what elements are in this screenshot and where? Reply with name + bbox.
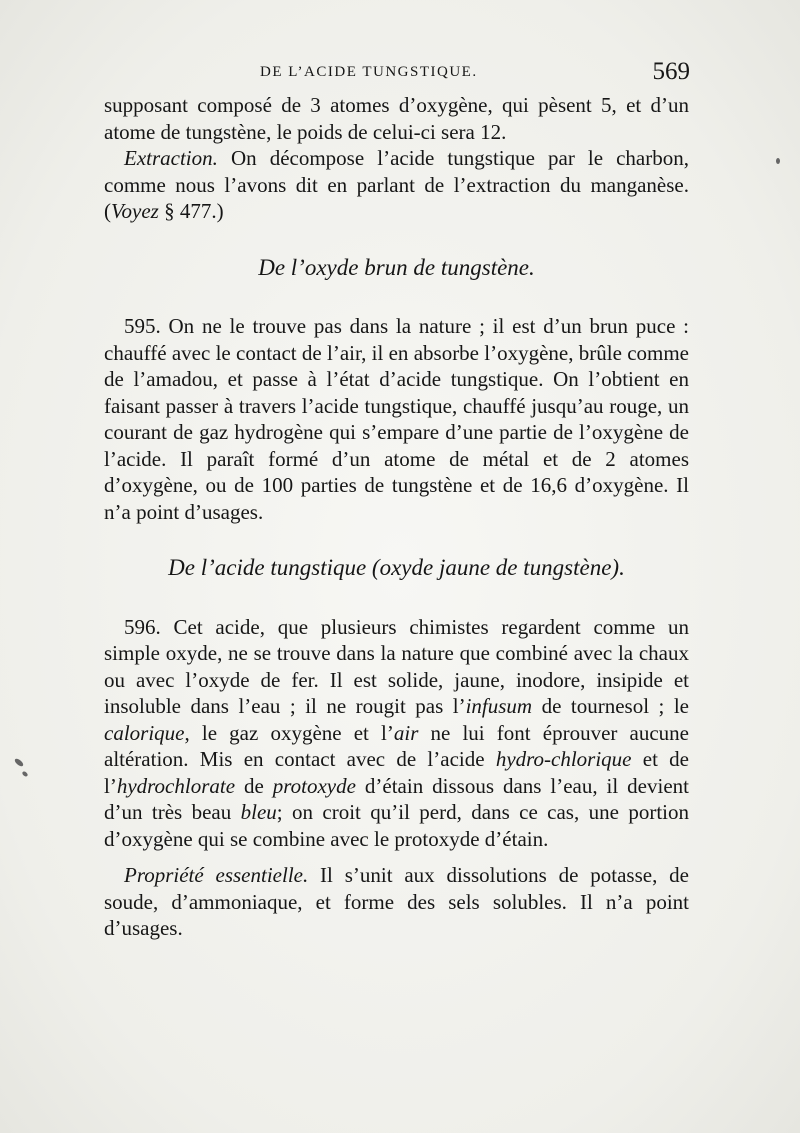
extraction-ref: § 477.): [158, 199, 224, 223]
heading-oxyde-brun: De l’oxyde brun de tungstène.: [258, 254, 535, 280]
p596-hydro-chlorique: hydro-chlorique: [495, 747, 632, 771]
p596-s5: et de l’: [104, 747, 689, 798]
p596-infusum: infusum: [465, 694, 533, 718]
p596-s2: de tournesol ; le: [532, 694, 689, 718]
p596-s7: d’étain dissous dans l’eau, il devient d’un très beau: [104, 773, 689, 824]
paragraph-596: [104, 614, 689, 853]
page-header: [110, 58, 690, 88]
paragraph-595: [104, 313, 689, 525]
extraction-paragraph: [104, 145, 689, 225]
paper-speck: [14, 757, 25, 767]
running-title: DE L’ACIDE TUNGSTIQUE.: [260, 64, 478, 80]
paper-speck: [21, 771, 28, 778]
extraction-see: Voyez: [111, 199, 159, 223]
p596-calorique: calorique: [104, 720, 185, 745]
propriete-paragraph: [104, 862, 689, 942]
p596-s4: ne lui font éprouver aucune altération. Mis en contact avec de l’acide: [104, 720, 689, 771]
p596-s1: 596. Cet acide, que plusieurs chimistes regardent comme un simple oxyde, ne se trouve dans la nature que combiné avec la chaux ou avec l’oxyde de fer. Il est solide, jaune, inodore, insipide et insoluble dans l’eau ; il ne rougit pas l’: [104, 614, 689, 718]
paper-speck: [776, 158, 780, 164]
paragraph-595-text: 595. On ne le trouve pas dans la nature ; il est d’un brun puce : chauffé avec le contact de l’air, il en absorbe l’oxygène, brûle comme de l’amadou, et passe à l’état d’acide tungstique. On l’obtient en faisant passer à travers l’acide tungstique, chauffé jusqu’au rouge, un courant de gaz hydrogène qui s’empare d’une partie de l’oxygène de l’acide. Il paraît formé d’un atome de métal et de 2 atomes d’oxygène, ou de 100 parties de tungstène et de 16,6 d’oxygène. Il n’a point d’usages.: [104, 314, 689, 524]
body-text: [104, 92, 689, 942]
page-number: 569: [652, 58, 690, 85]
intro-text: supposant composé de 3 atomes d’oxygène, qui pèsent 5, et d’un atome de tungstène, le poids de celui-ci sera 12.: [104, 93, 689, 144]
p596-s8: ; on croit qu’il perd, dans ce cas, une portion d’oxygène qui se combine avec le protoxyde d’étain.: [104, 800, 689, 851]
p596-protoxyde: protoxyde: [272, 773, 356, 798]
propriete-text: Il s’unit aux dissolutions de potasse, de soude, d’ammoniaque, et forme des sels solubles. Il n’a point d’usages.: [104, 863, 689, 940]
p596-bleu: bleu: [240, 800, 277, 824]
p596-hydrochlorate: hydrochlorate: [116, 773, 236, 798]
heading-acide-tungstique: De l’acide tungstique (oxyde jaune de tungstène).: [168, 555, 625, 580]
p596-s3: , le gaz oxygène et l’: [184, 720, 394, 745]
p596-air: air: [393, 720, 419, 745]
extraction-label: Extraction.: [124, 146, 218, 170]
intro-paragraph: [104, 92, 689, 145]
propriete-label: Propriété essentielle.: [124, 863, 309, 887]
extraction-text: On décompose l’acide tungstique par le charbon, comme nous l’avons dit en parlant de l’extraction du manganèse. (: [104, 146, 689, 223]
paragraph-gap: [104, 852, 689, 862]
p596-s6: de: [235, 773, 273, 798]
